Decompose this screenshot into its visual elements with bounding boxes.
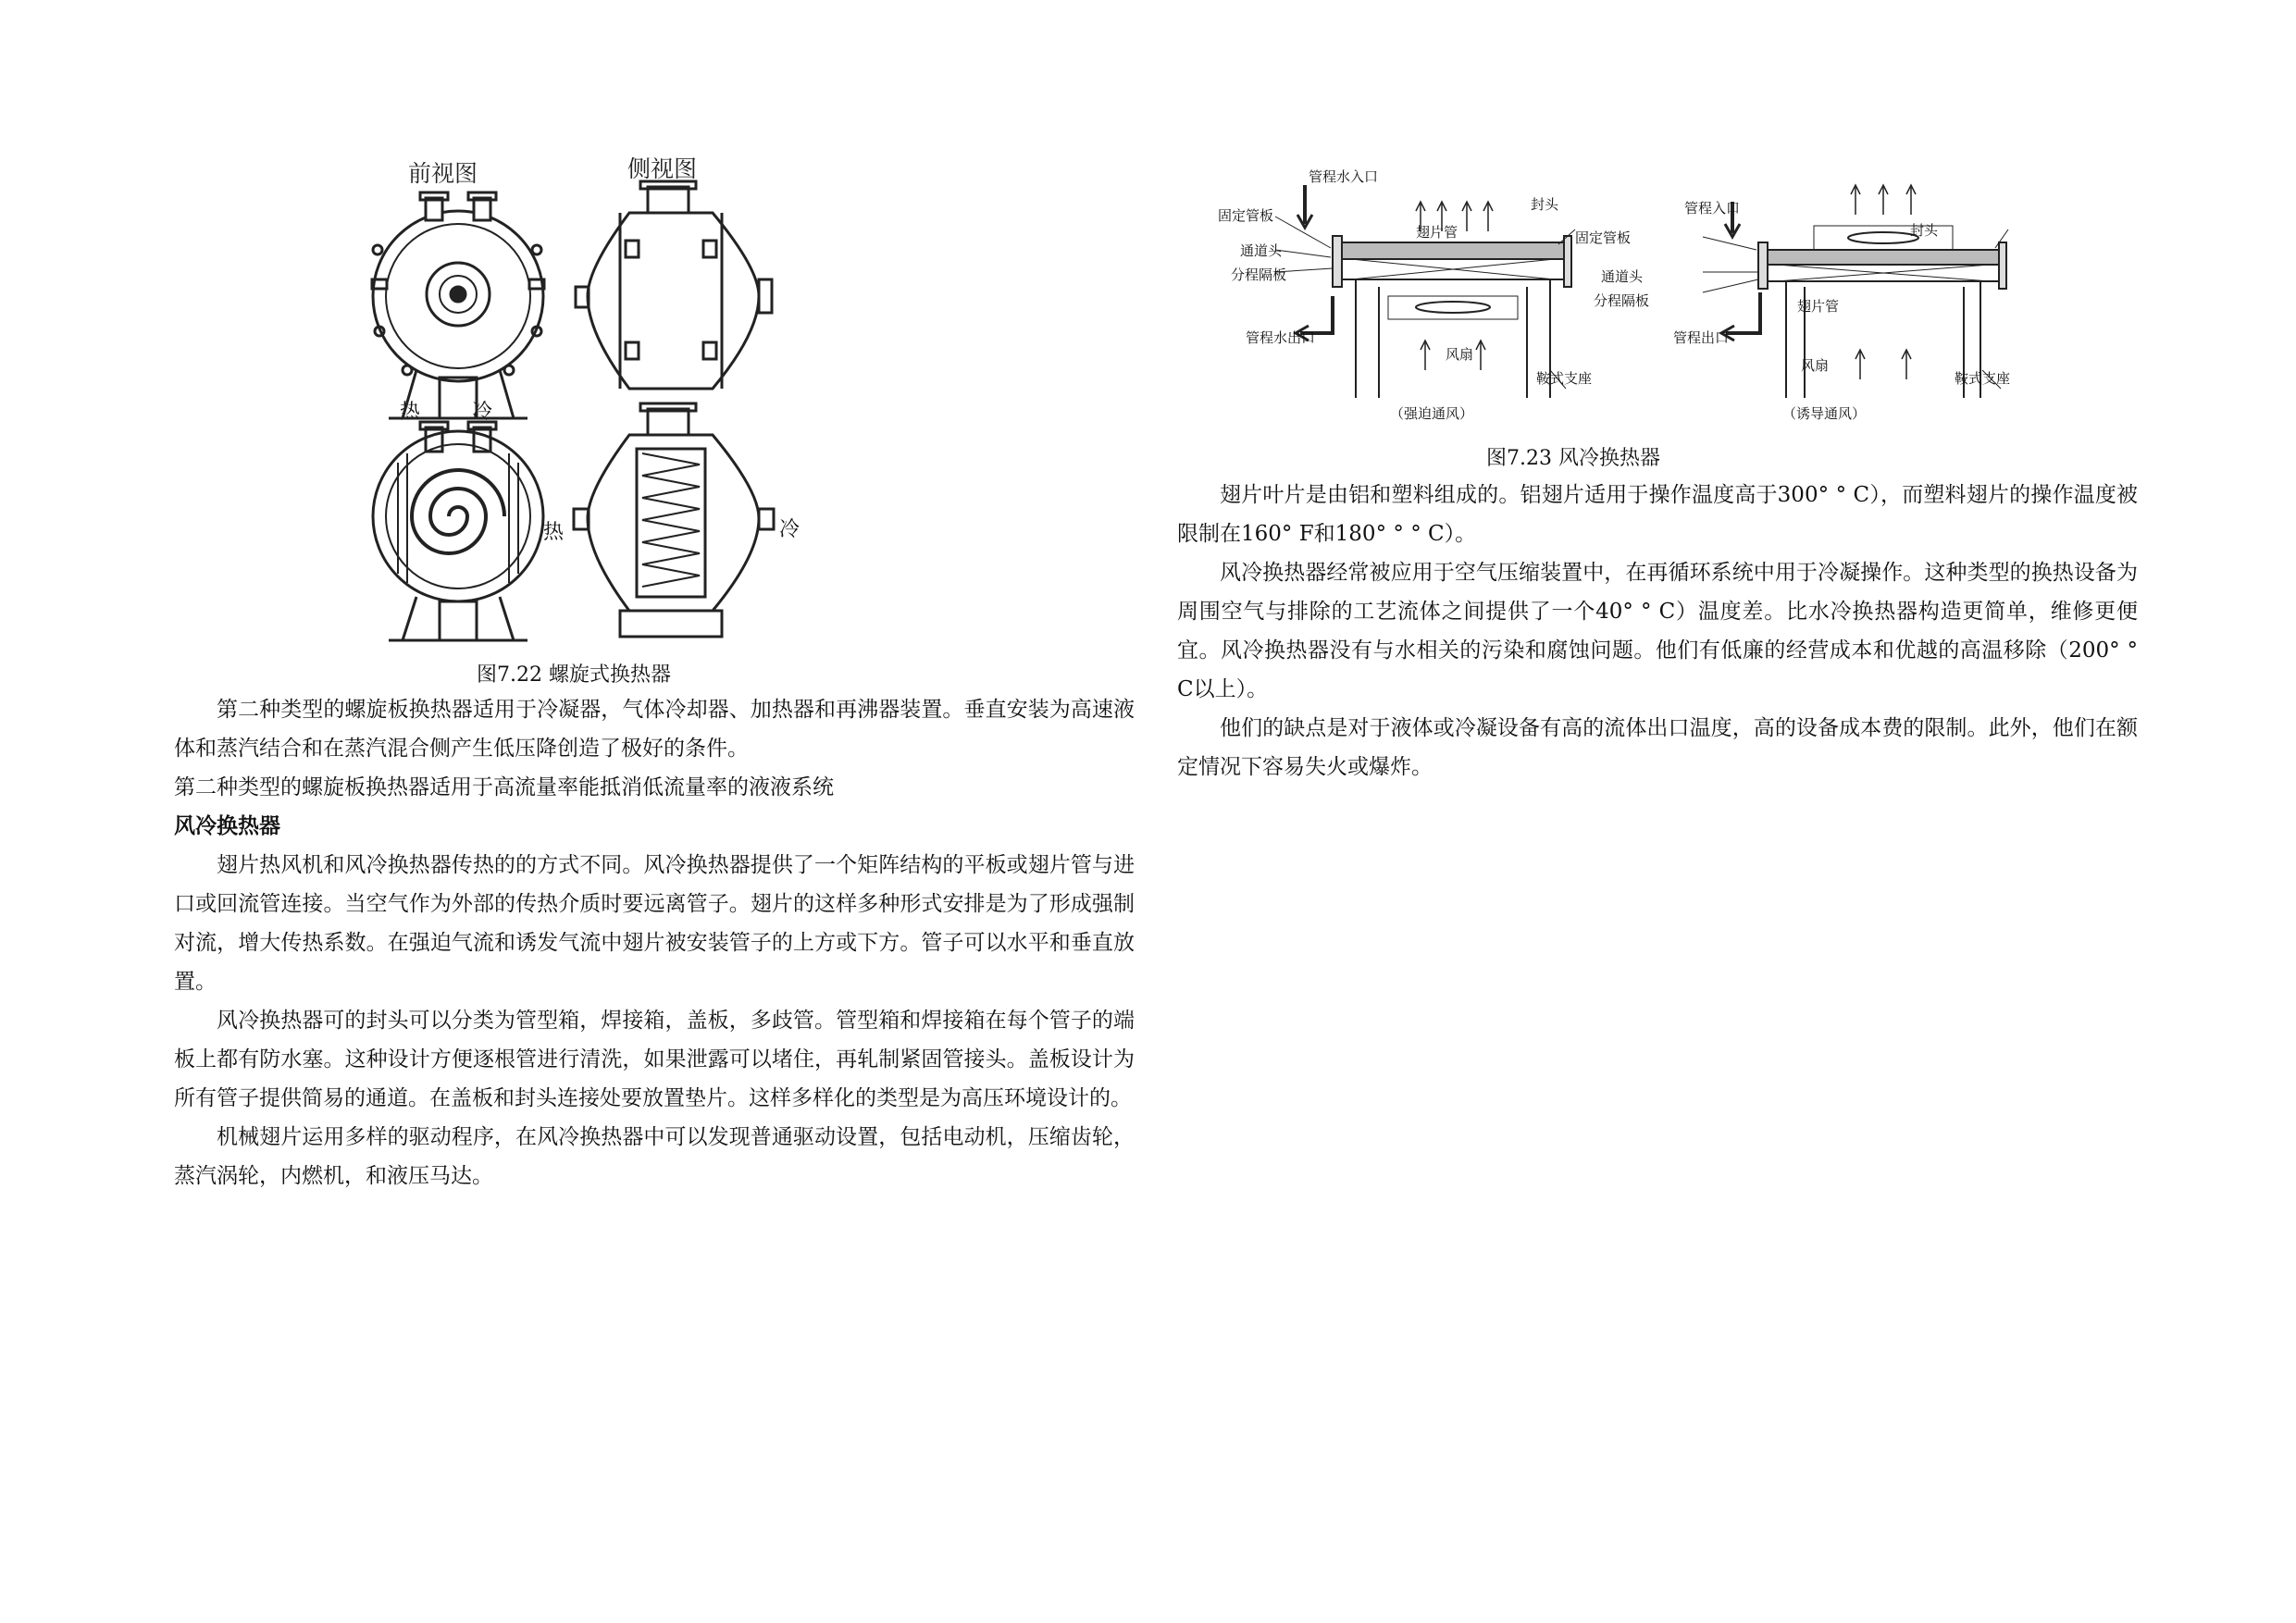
label-cold-top: 冷 <box>472 401 493 424</box>
right-fixed-tubesheet-label: 固定管板 <box>1575 229 1632 246</box>
left-pass-partition-label: 分程隔板 <box>1231 266 1287 283</box>
right-subtitle: （诱导通风） <box>1782 405 1867 422</box>
right-column <box>1177 476 2138 787</box>
left-column <box>174 690 1135 1196</box>
section-heading: 风冷换热器 <box>174 814 280 838</box>
figure-723-caption: 图7.23 风冷换热器 <box>1486 447 1660 470</box>
right-header-label: 封头 <box>1910 222 1939 239</box>
spiral-exchanger-drawing <box>352 176 796 638</box>
left-fixed-tubesheet-label: 固定管板 <box>1218 207 1274 224</box>
figure-722-caption: 图7.22 螺旋式换热器 <box>477 663 671 687</box>
left-paragraph-1: 第二种类型的螺旋板换热器适用于冷凝器，气体冷却器、加热器和再沸器装置。垂直安装为高速液体和蒸汽结合和在蒸汽混合侧产生低压降创造了极好的条件。 <box>174 698 1135 761</box>
label-hot-side: 热 <box>543 521 565 544</box>
left-header-label: 封头 <box>1531 196 1559 213</box>
side-section-drawing <box>574 403 774 637</box>
right-paragraph-2: 风冷换热器经常被应用于空气压缩装置中，在再循环系统中用于冷凝操作。这种类型的换热设备为周围空气与排除的工艺流体之间提供了一个40° ° C）温度差。比水冷换热器构造更简单，维修更便宜。风冷换热器没有与水相关的污染和腐蚀问题。他们有低廉的经营成本和优越的高温移除（200° ° C以上）。 <box>1177 561 2138 701</box>
right-pass-partition-label: 分程隔板 <box>1594 292 1650 309</box>
induced-draft-drawing <box>1703 185 2011 398</box>
left-water-inlet-label: 管程水入口 <box>1309 168 1379 185</box>
label-hot-top: 热 <box>400 401 421 424</box>
right-water-outlet-label: 管程出口 <box>1673 329 1730 346</box>
right-fan-label: 风扇 <box>1801 357 1830 374</box>
left-paragraph-3: 翅片热风机和风冷换热器传热的的方式不同。风冷换热器提供了一个矩阵结构的平板或翅片管与进口或回流管连接。当空气作为外部的传热介质时要远离管子。翅片的这样多种形式安排是为了形成强制对流，增大传热系数。在强迫气流和诱发气流中翅片被安装管子的上方或下方。管子可以水平和垂直放置。 <box>174 853 1135 994</box>
right-paragraph-3: 他们的缺点是对于液体或冷凝设备有高的流体出口温度，高的设备成本费的限制。此外，他们在额定情况下容易失火或爆炸。 <box>1177 716 2138 779</box>
label-cold-side: 冷 <box>779 518 800 541</box>
right-water-inlet-label: 管程入口 <box>1684 200 1741 217</box>
front-view-title: 前视图 <box>408 160 478 187</box>
left-saddle-support-label: 鞍式支座 <box>1536 370 1593 387</box>
left-paragraph-2: 第二种类型的螺旋板换热器适用于高流量率能抵消低流量率的液液系统 <box>174 775 834 799</box>
left-fan-label: 风扇 <box>1446 346 1474 363</box>
left-subtitle: （强迫通风） <box>1390 405 1474 422</box>
side-view-title: 侧视图 <box>627 155 698 182</box>
right-saddle-support-label: 鞍式支座 <box>1955 370 2011 387</box>
left-paragraph-4: 风冷换热器可的封头可以分类为管型箱，焊接箱，盖板，多歧管。管型箱和焊接箱在每个管子的端板上都有防水塞。这种设计方便逐根管进行清洗，如果泄露可以堵住，再轧制紧固管接头。盖板设计为所有管子提供简易的通道。在盖板和封头连接处要放置垫片。这样多样化的类型是为高压环境设计的。 <box>174 1009 1135 1110</box>
left-finned-tube-label: 翅片管 <box>1416 224 1458 241</box>
front-section-drawing <box>373 422 543 640</box>
right-paragraph-1: 翅片叶片是由铝和塑料组成的。铝翅片适用于操作温度高于300° ° C），而塑料翅片的操作温度被限制在160° F和180° ° ° C）。 <box>1177 483 2138 546</box>
left-channel-head-label: 通道头 <box>1240 242 1283 259</box>
side-view-drawing <box>576 181 772 389</box>
right-channel-head-label: 通道头 <box>1601 268 1644 285</box>
forced-draft-drawing <box>1275 185 1575 398</box>
left-water-outlet-label: 管程水出口 <box>1246 329 1316 346</box>
right-finned-tube-label: 翅片管 <box>1797 298 1840 315</box>
left-paragraph-5: 机械翅片运用多样的驱动程序，在风冷换热器中可以发现普通驱动设置，包括电动机，压缩齿轮，蒸汽涡轮，内燃机，和液压马达。 <box>174 1125 1135 1188</box>
front-view-drawing <box>372 192 544 418</box>
